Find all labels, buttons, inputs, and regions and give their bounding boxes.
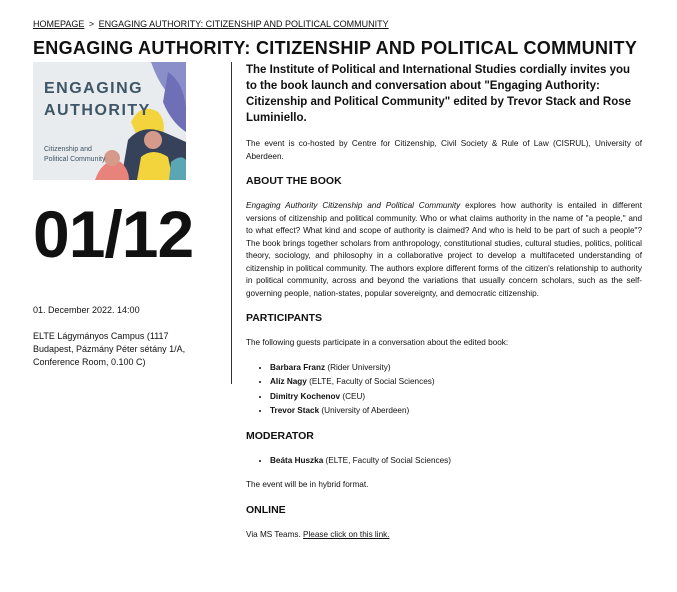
event-datetime: 01. December 2022. 14:00 — [33, 305, 140, 315]
column-divider — [231, 62, 232, 384]
book-cover-image — [33, 62, 186, 180]
breadcrumb-home-link[interactable]: HOMEPAGE — [33, 19, 85, 29]
list-item: • Barbara Franz (Rider University) — [270, 362, 642, 375]
event-description — [246, 62, 642, 553]
list-item: • Trevor Stack (University of Aberdeen) — [270, 405, 642, 418]
breadcrumb — [33, 19, 389, 29]
list-item: • Beáta Huszka (ELTE, Faculty of Social Sciences) — [270, 455, 642, 468]
event-venue: ELTE Lágymányos Campus (1117 Budapest, Pázmány Péter sétány 1/A, Conference Room, 0.100 C) — [33, 331, 186, 367]
online-text: Via MS Teams. Please click on this link. — [246, 529, 390, 539]
moderator-heading: MODERATOR — [246, 429, 314, 442]
about-heading: ABOUT THE BOOK — [246, 175, 342, 187]
participants-list — [246, 362, 642, 418]
online-heading: ONLINE — [246, 503, 286, 516]
list-item: • Dimitry Kochenov (CEU) — [270, 391, 642, 404]
cover-title: ENGAGING AUTHORITY — [44, 80, 151, 119]
teams-link[interactable]: Please click on this link. — [303, 529, 390, 539]
cover-subtitle: Citizenship and Political Community — [44, 146, 106, 163]
moderator-list — [246, 455, 642, 468]
participants-heading: PARTICIPANTS — [246, 312, 323, 324]
book-title-emphasis: "Engaging Authority: Citizenship and Political Community" — [246, 80, 600, 108]
breadcrumb-separator: > — [88, 19, 95, 29]
participants-intro: The following guests participate in a conversation about the edited book: — [246, 338, 509, 347]
event-date-large: 01/12 — [33, 197, 194, 271]
hybrid-note: The event will be in hybrid format. — [246, 480, 369, 489]
about-text: Engaging Authority Citizenship and Political Community explores how authority is entailed in different versions of citizenship and political community. Who or what claims authority in the name of "a people," and to what effect? What kind and scope of authority is claimed? And who is held to be part of such a people"? The book brings together scholars from anthropology, constitutional studies, cultural studies, politics, political theory, sociology, and philosophy in a collaborative project to develop a multifaceted understanding of citizenship in political community. The authors explore different forms of the citizen's relationship to authority in political community, across and beyond the variations that usually concern scholars, such as the self-governing people, nation-states, popular sovereignty, and democratic citizenship. — [246, 201, 642, 298]
cohost-text: The event is co-hosted by Centre for Citizenship, Civil Society & Rule of Law (CISRUL), University of Aberdeen. — [246, 139, 642, 161]
page-title: ENGAGING AUTHORITY: CITIZENSHIP AND POLITICAL COMMUNITY — [33, 38, 638, 58]
invitation-lead: The Institute of Political and International Studies cordially invites you to the book launch and conversation about "Engaging Authority: Citizenship and Political Community" edited by Trevor Stack and Rose Luminiello. — [246, 64, 632, 124]
list-item: • Alíz Nagy (ELTE, Faculty of Social Sciences) — [270, 376, 642, 389]
breadcrumb-current-link[interactable]: ENGAGING AUTHORITY: CITIZENSHIP AND POLITICAL COMMUNITY — [98, 19, 389, 29]
